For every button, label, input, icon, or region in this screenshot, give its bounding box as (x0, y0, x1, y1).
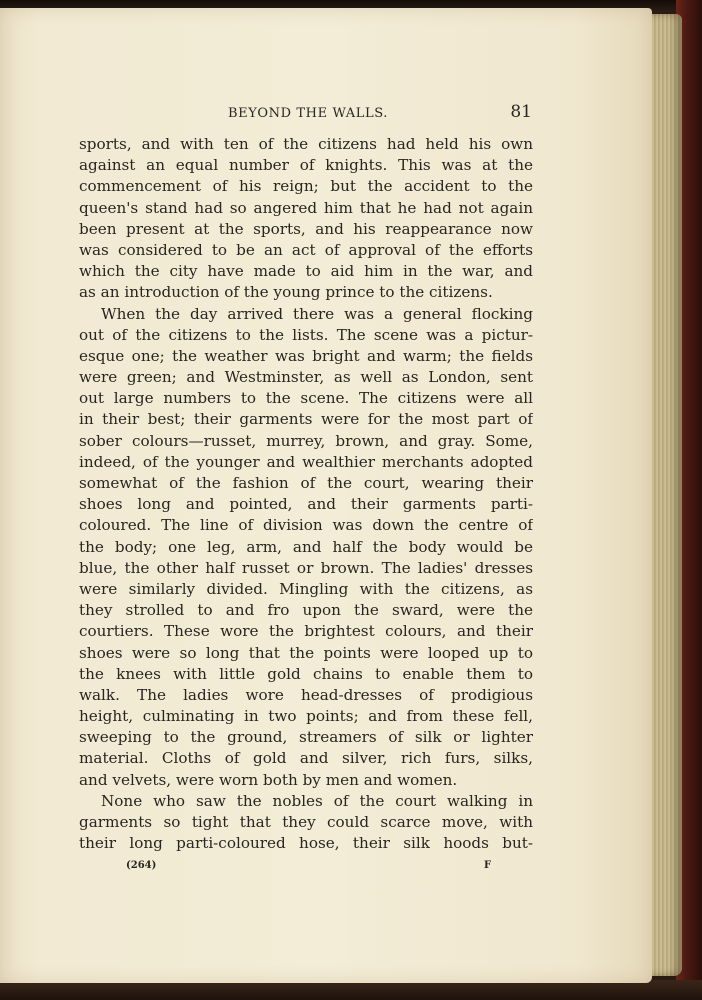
scan-bottom-edge (0, 980, 702, 1000)
text-line: sweeping to the ground, streamers of silk or lighter (79, 728, 533, 747)
text-line: esque one; the weather was bright and warm; the fields (79, 346, 533, 365)
text-line: were green; and Westminster, as well as London, sent (79, 368, 533, 387)
text-line: courtiers. These wore the brightest colours, and their (79, 622, 533, 641)
text-line: height, culminating in two points; and from these fell, (79, 707, 533, 726)
text-line: out large numbers to the scene. The citizens were all (79, 389, 533, 408)
print-number: (264) (126, 860, 157, 871)
text-line: queen's stand had so angered him that he had not again (79, 198, 533, 217)
text-line: material. Cloths of gold and silver, rich furs, silks, (79, 749, 533, 768)
text-line: against an equal number of knights. This was at the (79, 156, 533, 175)
signature-mark: F (484, 860, 492, 871)
text-line: in their best; their garments were for the most part of (79, 410, 533, 429)
text-line: which the city have made to aid him in the war, and (79, 262, 533, 281)
text-line: shoes long and pointed, and their garments parti- (79, 495, 533, 514)
page-number: 81 (510, 102, 532, 122)
text-line: commencement of his reign; but the accident to the (79, 177, 533, 196)
running-title: BEYOND THE WALLS. (228, 106, 388, 121)
text-line: indeed, of the younger and wealthier merchants adopted (79, 452, 533, 471)
text-line: sports, and with ten of the citizens had held his own (79, 135, 533, 153)
text-line: the body; one leg, arm, and half the body would be (79, 537, 533, 556)
text-line: shoes were so long that the points were looped up to (79, 643, 533, 662)
text-line: walk. The ladies wore head-dresses of prodigious (79, 685, 533, 704)
text-line: was considered to be an act of approval of the efforts (79, 240, 533, 259)
text-line: somewhat of the fashion of the court, wearing their (79, 474, 533, 492)
text-line: their long parti-coloured hose, their silk hoods but- (79, 834, 533, 853)
text-line: the knees with little gold chains to enable them to (79, 664, 533, 683)
text-line: When the day arrived there was a general flocking (101, 304, 533, 323)
text-line: and velvets, were worn both by men and women. (79, 770, 458, 789)
text-line: been present at the sports, and his reappearance now (79, 219, 533, 238)
text-line: coloured. The line of division was down the centre of (79, 516, 533, 535)
body-text (79, 134, 533, 854)
text-line: they strolled to and fro upon the sward, were the (79, 601, 533, 620)
text-line: blue, the other half russet or brown. The ladies' dresses (79, 558, 533, 577)
text-line: out of the citizens to the lists. The scene was a pictur- (79, 325, 533, 344)
running-head (80, 100, 532, 126)
text-line: None who saw the nobles of the court walking in (101, 791, 533, 810)
text-line: were similarly divided. Mingling with the citizens, as (79, 579, 533, 598)
text-line: as an introduction of the young prince to the citizens. (79, 283, 493, 302)
text-line: sober colours—russet, murrey, brown, and gray. Some, (79, 431, 533, 450)
page-footer (80, 860, 500, 880)
text-line: garments so tight that they could scarce move, with (79, 813, 533, 831)
